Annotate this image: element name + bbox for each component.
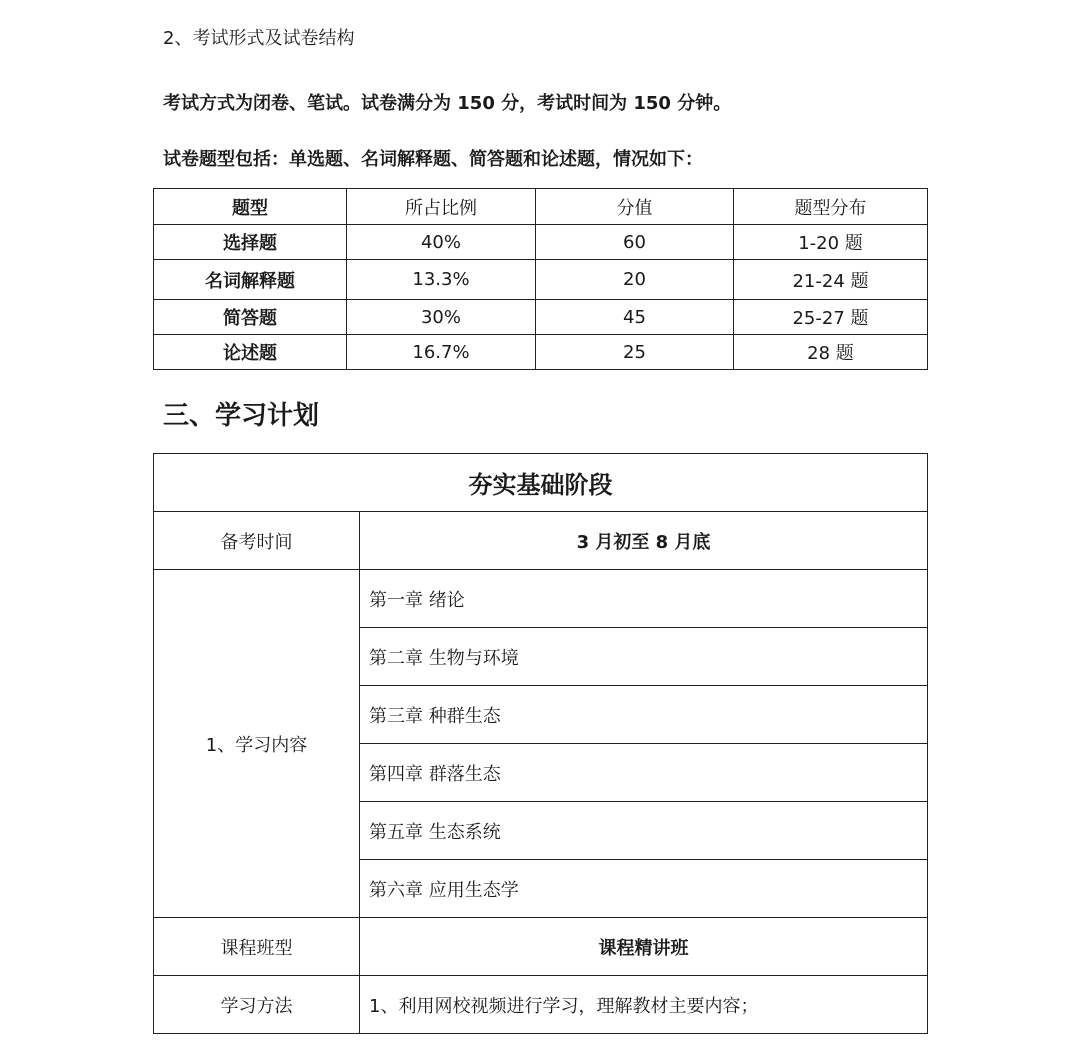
cell-ratio: 16.7% (347, 335, 536, 370)
cell-ratio: 40% (347, 225, 536, 260)
question-types-paragraph: 试卷题型包括：单选题、名词解释题、简答题和论述题，情况如下： (163, 149, 703, 170)
stage-row (154, 454, 928, 512)
header-distribution: 题型分布 (734, 189, 928, 225)
cell-type: 名词解释题 (154, 260, 347, 300)
cell-score: 45 (536, 300, 734, 335)
section-subtitle: 2、考试形式及试卷结构 (163, 28, 355, 49)
chapter-item: 第五章 生态系统 (360, 802, 928, 860)
chapter-item: 第四章 群落生态 (360, 744, 928, 802)
content-label: 1、学习内容 (154, 570, 360, 918)
time-label: 备考时间 (154, 512, 360, 570)
table-row (154, 260, 928, 300)
exam-format-paragraph: 考试方式为闭卷、笔试。试卷满分为 150 分，考试时间为 150 分钟。 (163, 93, 732, 114)
cell-distribution: 1-20 题 (734, 225, 928, 260)
cell-type: 选择题 (154, 225, 347, 260)
table-row (154, 225, 928, 260)
class-value: 课程精讲班 (360, 918, 928, 976)
header-ratio: 所占比例 (347, 189, 536, 225)
chapter-item: 第二章 生物与环境 (360, 628, 928, 686)
section-3-title: 三、学习计划 (163, 401, 320, 431)
class-label: 课程班型 (154, 918, 360, 976)
chapter-item: 第三章 种群生态 (360, 686, 928, 744)
table-row (154, 918, 928, 976)
cell-type: 论述题 (154, 335, 347, 370)
method-label: 学习方法 (154, 976, 360, 1034)
time-value: 3 月初至 8 月底 (360, 512, 928, 570)
table-row (154, 335, 928, 370)
cell-ratio: 30% (347, 300, 536, 335)
cell-type: 简答题 (154, 300, 347, 335)
chapter-item: 第一章 绪论 (360, 570, 928, 628)
table-row (154, 512, 928, 570)
cell-distribution: 28 题 (734, 335, 928, 370)
table-header-row (154, 189, 928, 225)
cell-score: 60 (536, 225, 734, 260)
table-row (154, 976, 928, 1034)
table-row (154, 570, 928, 628)
cell-distribution: 25-27 题 (734, 300, 928, 335)
table-row (154, 300, 928, 335)
chapter-item: 第六章 应用生态学 (360, 860, 928, 918)
study-plan-table (153, 453, 928, 1034)
cell-distribution: 21-24 题 (734, 260, 928, 300)
cell-ratio: 13.3% (347, 260, 536, 300)
header-type: 题型 (154, 189, 347, 225)
exam-structure-table (153, 188, 928, 370)
cell-score: 25 (536, 335, 734, 370)
cell-score: 20 (536, 260, 734, 300)
header-score: 分值 (536, 189, 734, 225)
stage-title: 夯实基础阶段 (154, 454, 928, 512)
method-value: 1、利用网校视频进行学习，理解教材主要内容； (360, 976, 928, 1034)
